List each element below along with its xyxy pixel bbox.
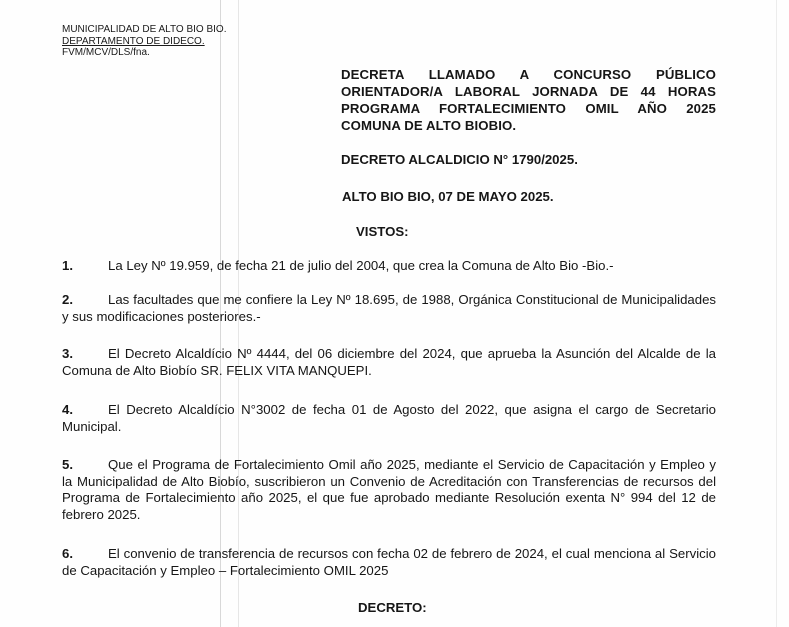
- section-heading-decreto: DECRETO:: [358, 600, 427, 615]
- vistos-item: [62, 457, 716, 523]
- place-and-date: ALTO BIO BIO, 07 DE MAYO 2025.: [342, 189, 554, 204]
- item-number: 3.: [62, 346, 73, 361]
- decree-number: DECRETO ALCALDICIO N° 1790/2025.: [341, 152, 578, 167]
- vistos-item: [62, 402, 716, 435]
- scan-artifact-line: [776, 0, 777, 627]
- item-text: Que el Programa de Fortalecimiento Omil año 2025, mediante el Servicio de Capacitación y Empleo y la Municipalidad de Alto Biobío, suscribieron un Convenio de Acreditación con Transferencias de recursos del Programa de Fortalecimiento año 2025, el que fue aprobado mediante Resolución exenta N° 994 del 12 de febrero 2025.: [62, 457, 716, 522]
- item-text: El Decreto Alcaldício N°3002 de fecha 01 de Agosto del 2022, que asigna el cargo de Secretario Municipal.: [62, 402, 716, 434]
- item-number: 5.: [62, 457, 73, 472]
- reference-initials: FVM/MCV/DLS/fna.: [62, 47, 150, 58]
- letterhead: [62, 24, 226, 59]
- vistos-item: [62, 346, 716, 379]
- municipality-name: MUNICIPALIDAD DE ALTO BIO BIO.: [62, 24, 227, 35]
- item-number: 6.: [62, 546, 73, 561]
- item-text: El Decreto Alcaldício Nº 4444, del 06 diciembre del 2024, que aprueba la Asunción del Alcalde de la Comuna de Alto Biobío SR. FELIX VITA MANQUEPI.: [62, 346, 716, 378]
- section-heading-vistos: VISTOS:: [356, 224, 409, 239]
- item-number: 4.: [62, 402, 73, 417]
- item-text: Las facultades que me confiere la Ley Nº 18.695, de 1988, Orgánica Constitucional de Municipalidades y sus modificaciones posteriores.-: [62, 292, 716, 324]
- vistos-item: [62, 292, 716, 325]
- vistos-item: [62, 546, 716, 579]
- item-number: 2.: [62, 292, 73, 307]
- vistos-item: [62, 258, 716, 275]
- decree-title: DECRETA LLAMADO A CONCURSO PÚBLICO ORIENTADOR/A LABORAL JORNADA DE 44 HORAS PROGRAMA FORTALECIMIENTO OMIL AÑO 2025 COMUNA DE ALTO BIOBIO.: [341, 67, 716, 133]
- item-text: El convenio de transferencia de recursos con fecha 02 de febrero de 2024, el cual menciona al Servicio de Capacitación y Empleo – Fortalecimiento OMIL 2025: [62, 546, 716, 578]
- department-name: DEPARTAMENTO DE DIDECO.: [62, 35, 205, 47]
- item-number: 1.: [62, 258, 73, 273]
- item-text: La Ley Nº 19.959, de fecha 21 de julio del 2004, que crea la Comuna de Alto Bio -Bio.-: [108, 258, 614, 273]
